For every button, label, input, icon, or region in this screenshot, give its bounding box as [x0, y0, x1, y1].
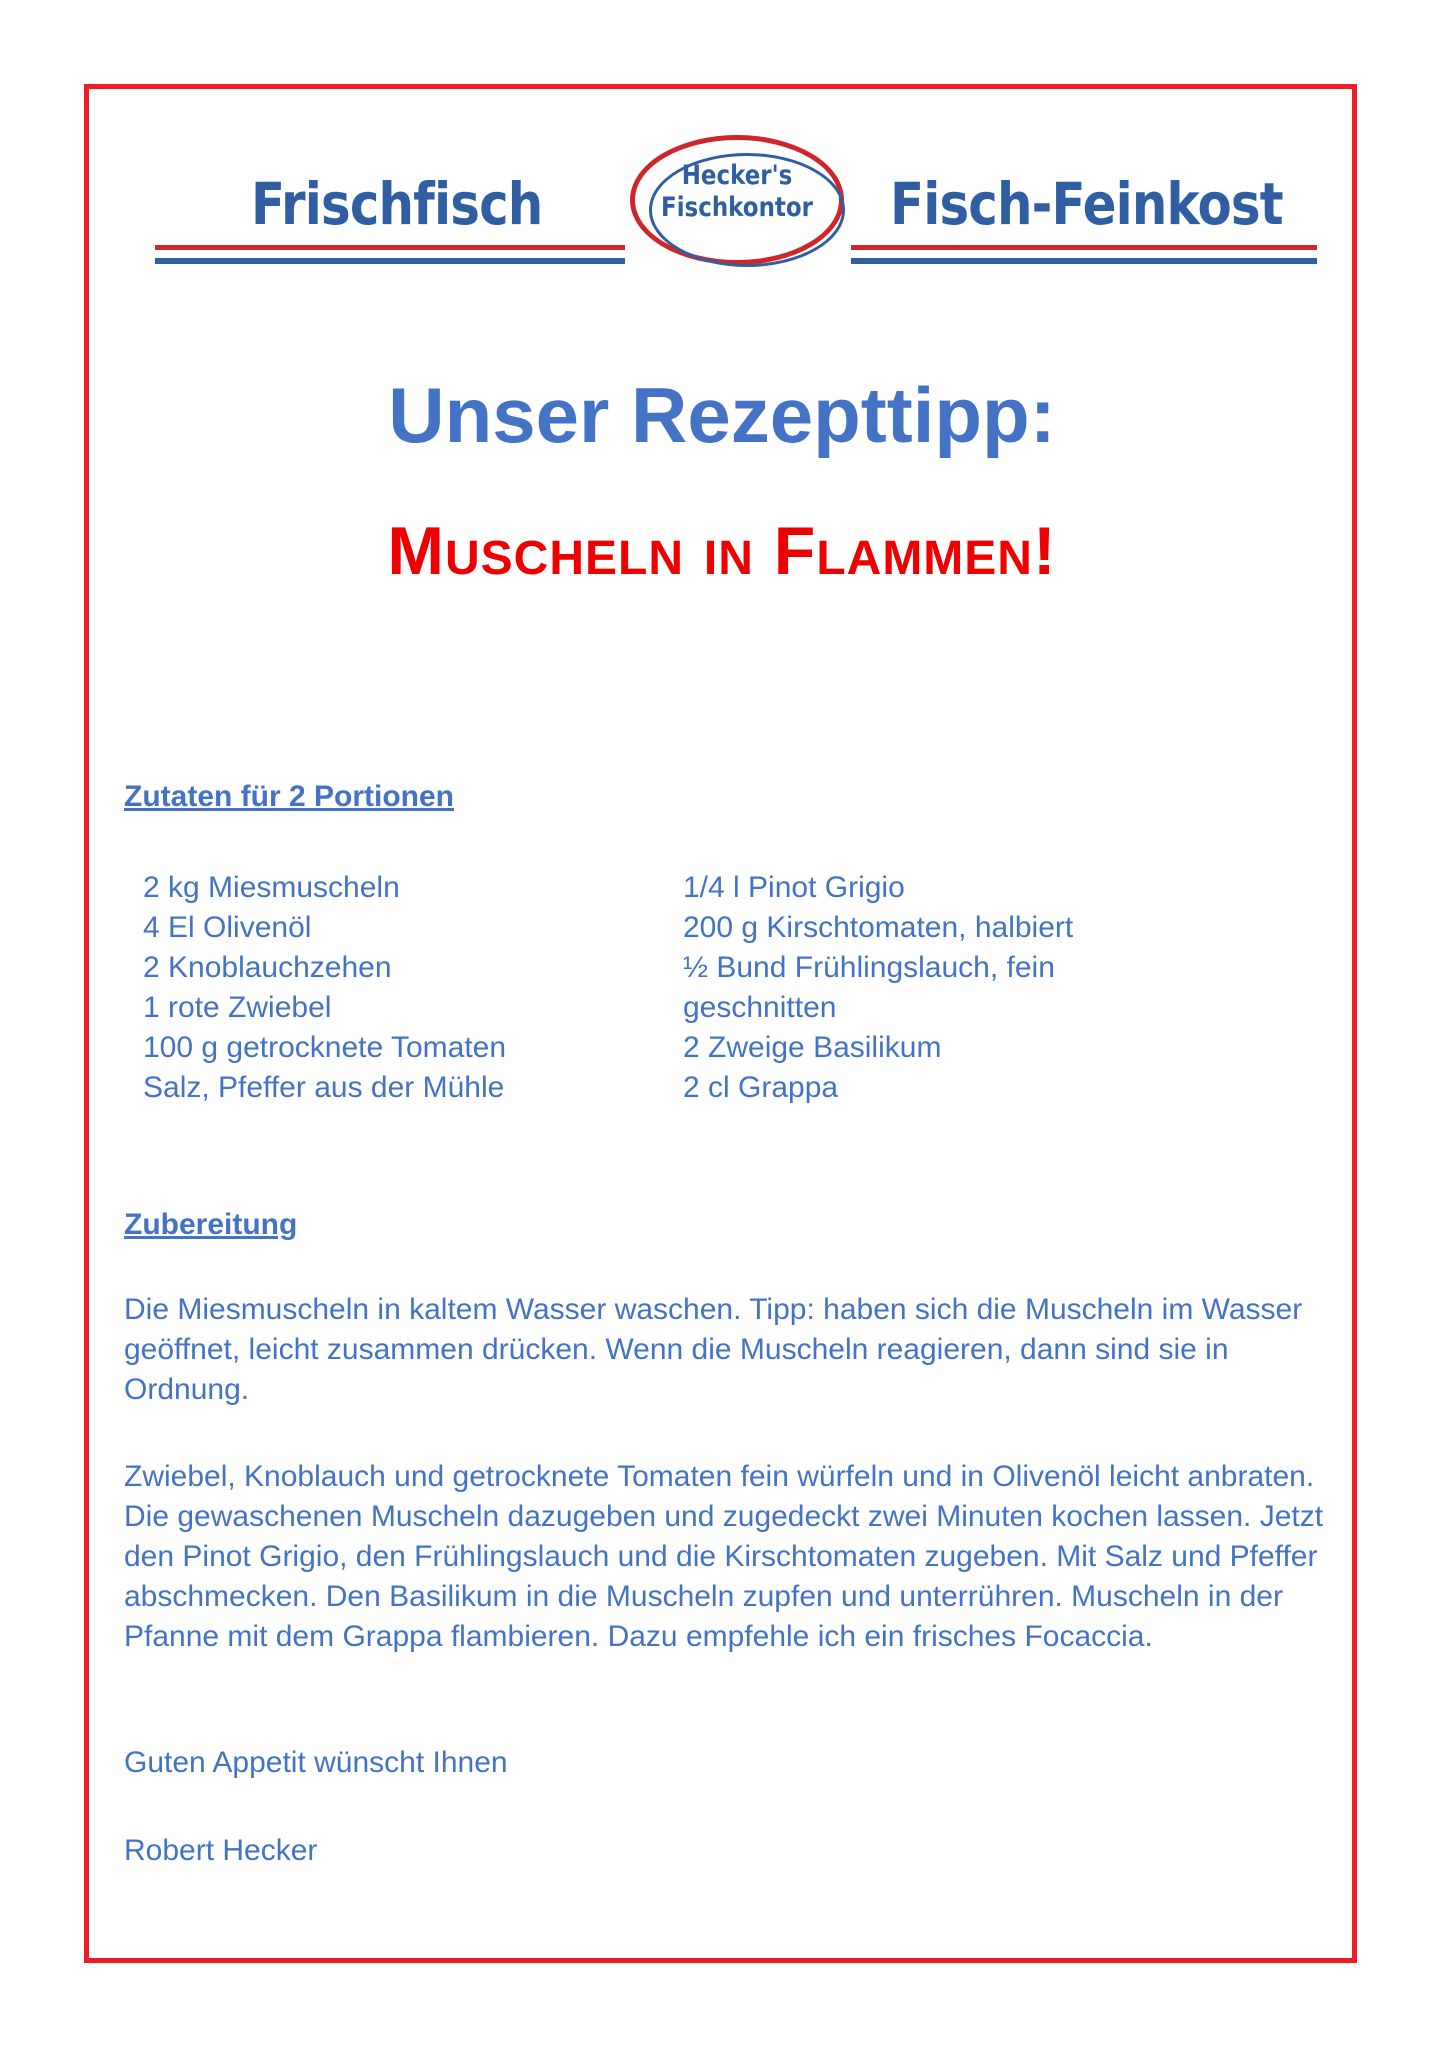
preparation-paragraph: Die Miesmuscheln in kaltem Wasser waschen. Tipp: haben sich die Muscheln im Wasser geöffnet, leicht zusammen drücken. Wenn die Muscheln reagieren, dann sind sie in Ordnung. [124, 1293, 1303, 1406]
logo-oval [625, 130, 851, 272]
preparation-paragraph: Zwiebel, Knoblauch und getrocknete Tomaten fein würfeln und in Olivenöl leicht anbraten. Die gewaschenen Muscheln dazugeben und zugedeckt zwei Minuten kochen lassen. Jetzt den Pinot Grigio, den Frühlingslauch und die Kirschtomaten zugeben. Mit Salz und Pfeffer abschmecken. Den Basilikum in die Muscheln zupfen und unterrühren. Muscheln in der Pfanne mit dem Grappa flambieren. Dazu empfehle ich ein frisches Focaccia. [124, 1460, 1324, 1653]
ingredient-item: geschnitten [683, 991, 837, 1024]
logo-oval-line1: Hecker's [681, 160, 793, 191]
logo-word-fisch-feinkost: Fisch-Feinkost [890, 170, 1283, 238]
ingredient-item: 200 g Kirschtomaten, halbiert [683, 911, 1074, 944]
ingredient-item: Salz, Pfeffer aus der Mühle [143, 1071, 505, 1104]
ingredient-item: 100 g getrocknete Tomaten [143, 1031, 507, 1064]
ingredient-item: 2 Knoblauchzehen [143, 951, 392, 984]
signature: Robert Hecker [124, 1834, 318, 1867]
ingredient-item: ½ Bund Frühlingslauch, fein [683, 951, 1055, 984]
logo-word-frischfisch: Frischfisch [251, 170, 543, 238]
preparation-heading: Zubereitung [124, 1208, 298, 1241]
company-logo [155, 130, 1317, 280]
ingredient-item: 2 cl Grappa [683, 1071, 839, 1104]
page-title: Unser Rezepttipp: [388, 371, 1056, 459]
ingredient-item: 1/4 l Pinot Grigio [683, 871, 905, 904]
logo-oval-text [625, 160, 849, 224]
recipe-title: Muscheln in Flammen! [387, 513, 1057, 589]
closing-text: Guten Appetit wünscht Ihnen [124, 1746, 508, 1779]
ingredient-item: 2 Zweige Basilikum [683, 1031, 942, 1064]
ingredient-item: 4 El Olivenöl [143, 911, 312, 944]
ingredients-list-right [683, 868, 1203, 1108]
logo-oval-line2: Fischkontor [661, 192, 813, 223]
ingredient-item: 2 kg Miesmuscheln [143, 871, 400, 904]
ingredient-item: 1 rote Zwiebel [143, 991, 332, 1024]
ingredients-list-left [143, 868, 663, 1108]
ingredients-heading: Zutaten für 2 Portionen [124, 780, 454, 813]
